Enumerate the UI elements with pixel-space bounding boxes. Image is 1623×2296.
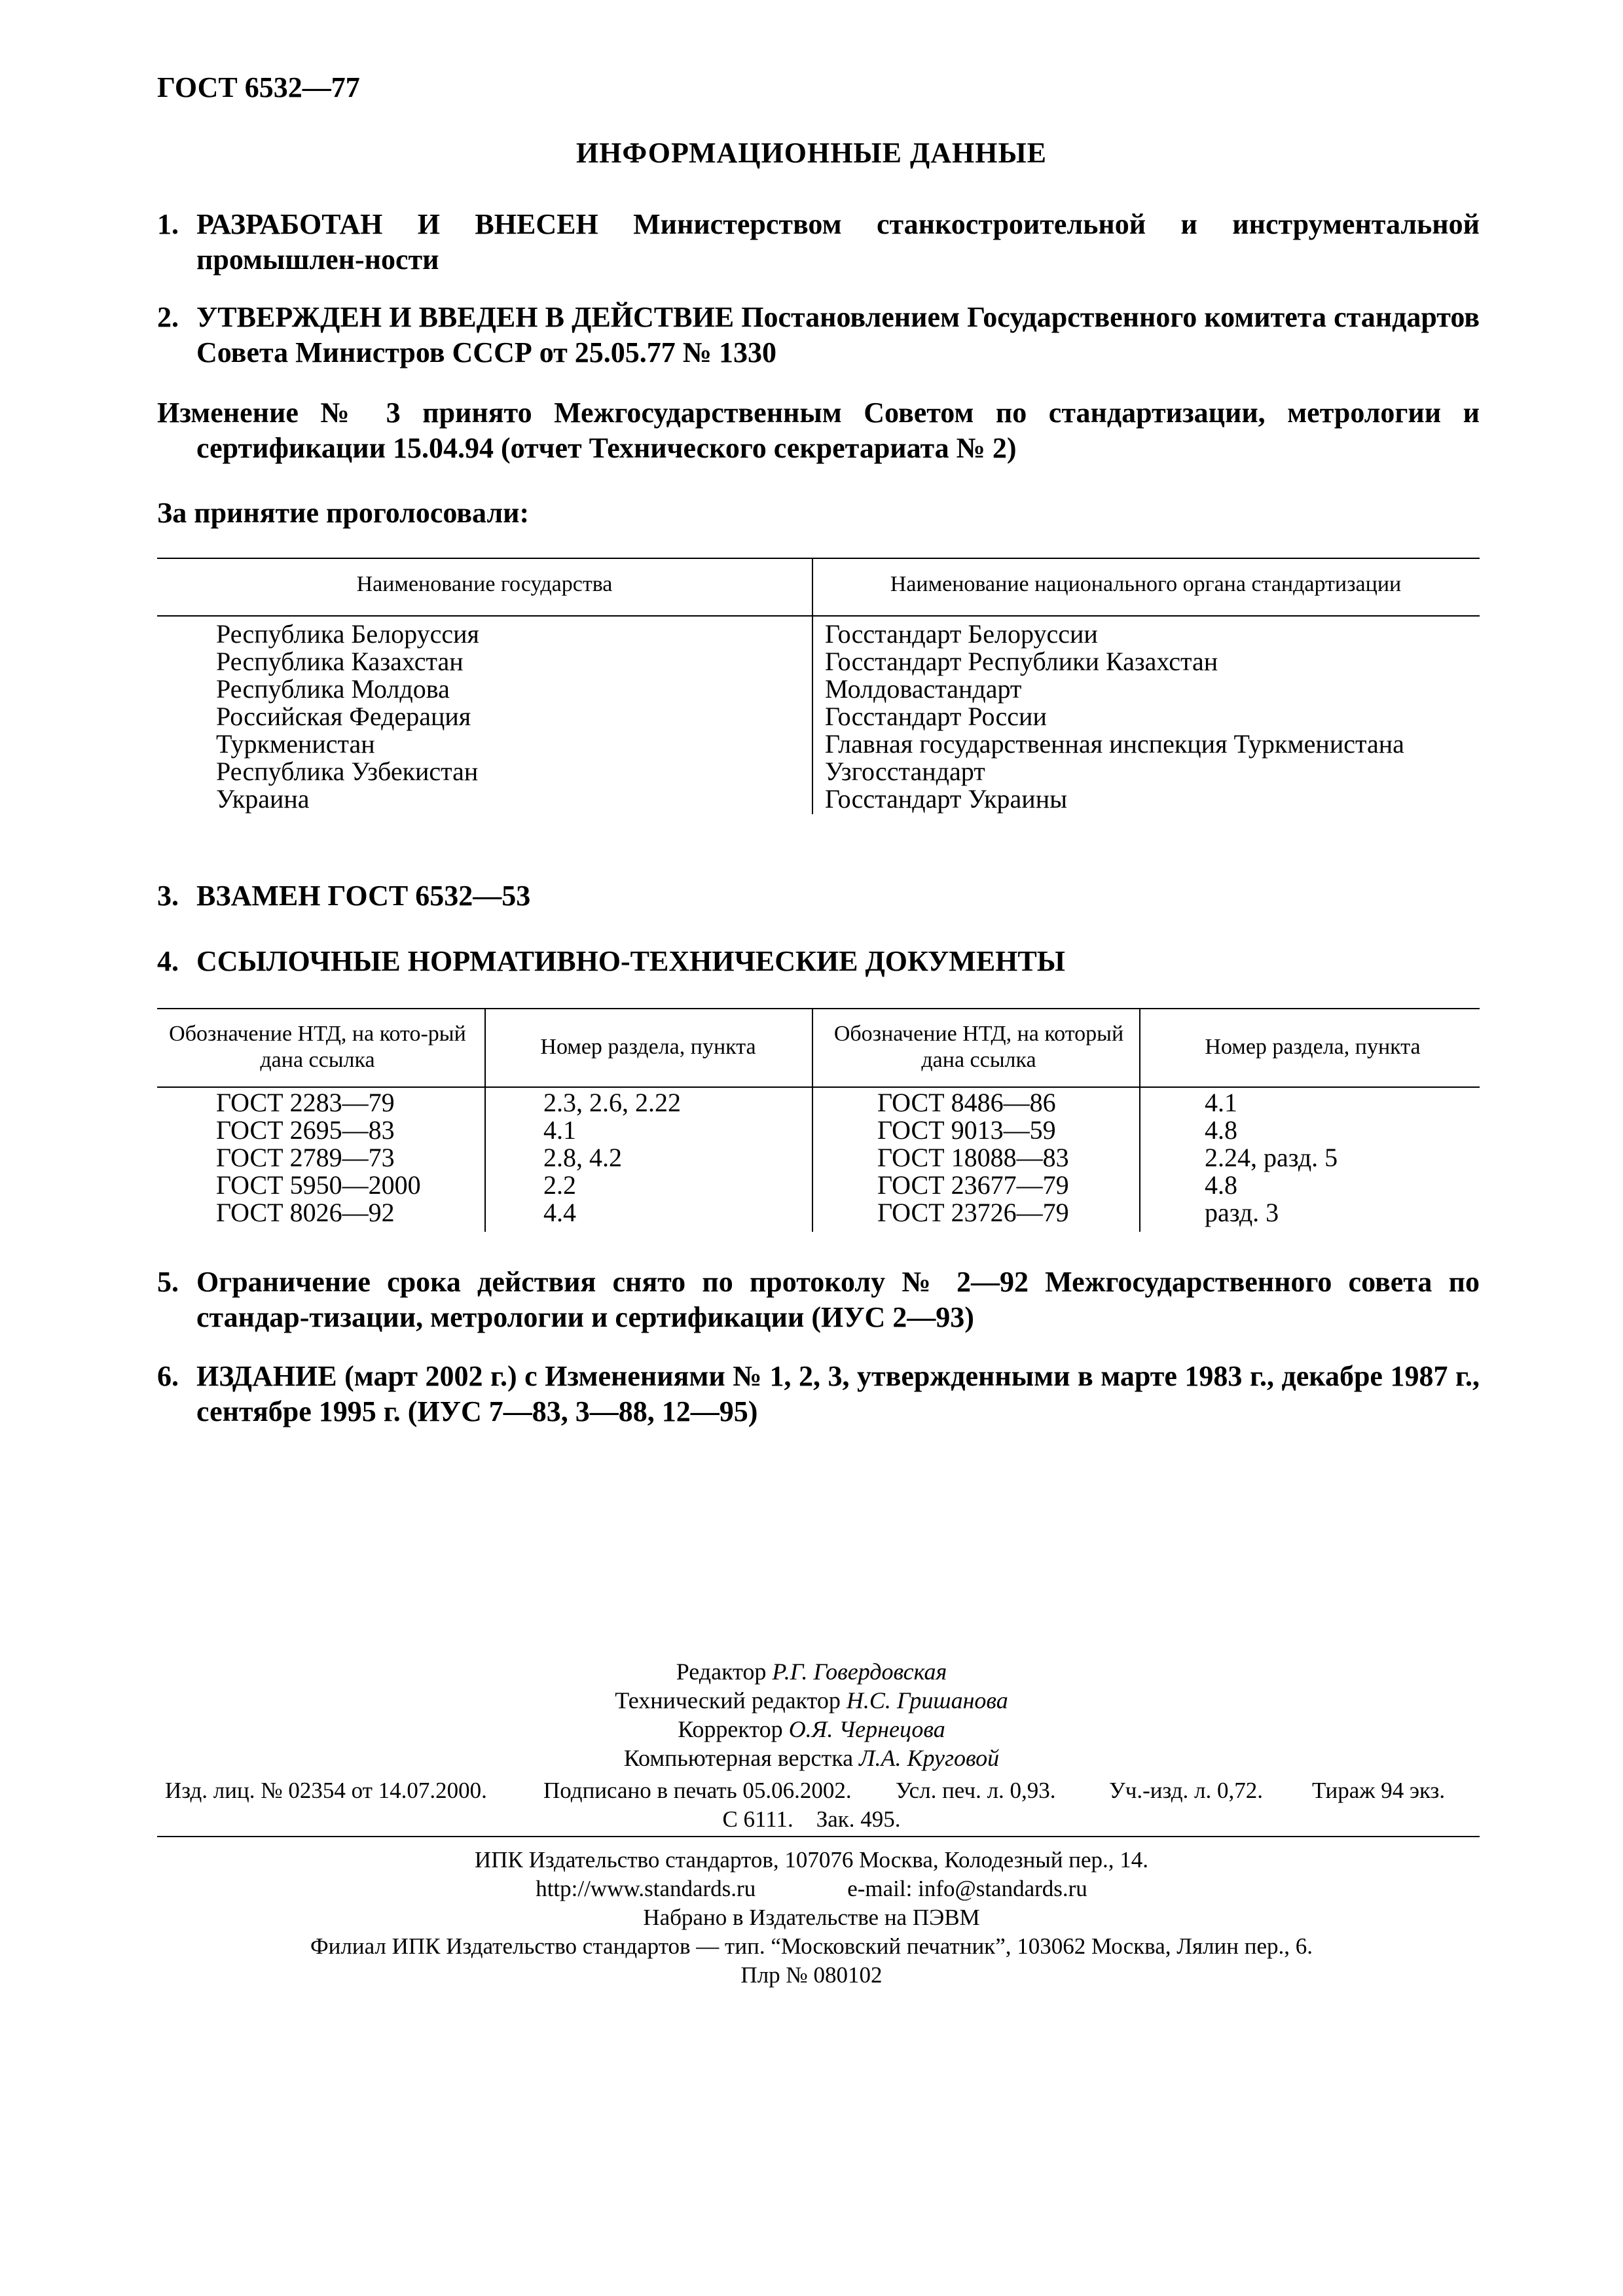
item-text: УТВЕРЖДЕН И ВВЕДЕН В ДЕЙСТВИЕ Постановлением Государственного комитета стандартов Совета Министров СССР от 25.05.77 № 1330 — [196, 301, 1480, 368]
ref-doc: ГОСТ 23677—79 — [877, 1170, 1069, 1200]
item-number: 2. — [157, 301, 179, 333]
ref-doc: ГОСТ 8026—92 — [216, 1198, 395, 1227]
change-note: Изменение № 3 принято Межгосударственным Советом по стандартизации, метрологии и сертификации 15.04.94 (отчет Технического секретариата № 2) — [157, 397, 1480, 464]
item-text: Ограничение срока действия снято по протоколу № 2—92 Межгосударственного совета по стандар-тизации, метрологии и сертификации (ИУС 2—93) — [196, 1266, 1480, 1333]
voted-heading: За принятие проголосовали: — [157, 497, 530, 529]
publisher-address: ИПК Издательство стандартов, 107076 Москва, Колодезный пер., 14. — [474, 1847, 1149, 1873]
imprint-license: Изд. лиц. № 02354 от 14.07.2000. — [165, 1778, 487, 1803]
credits-block — [0, 1657, 1623, 1772]
item-number: 3. — [157, 880, 179, 912]
item-6 — [157, 1359, 1480, 1429]
state-name: Республика Казахстан — [216, 647, 464, 676]
state-body: Узгосстандарт — [825, 757, 985, 786]
ref-section: 2.2 — [543, 1170, 576, 1200]
imprint-order: С 6111. Зак. 495. — [722, 1806, 901, 1832]
ref-doc: ГОСТ 9013—59 — [877, 1115, 1056, 1145]
table-top-rule — [157, 1008, 1480, 1009]
item-4 — [157, 944, 1480, 979]
state-body: Госстандарт Украины — [825, 784, 1067, 814]
item-text: РАЗРАБОТАН И ВНЕСЕН Министерством станкостроительной и инструментальной промышлен-ности — [196, 208, 1480, 276]
credit-label: Компьютерная верстка — [623, 1745, 854, 1771]
footer-rule — [157, 1836, 1480, 1837]
publisher-footer — [0, 1846, 1623, 1990]
ref-doc: ГОСТ 5950—2000 — [216, 1170, 421, 1200]
state-body: Госстандарт России — [825, 702, 1047, 731]
table-top-rule — [157, 558, 1480, 559]
imprint-signed: Подписано в печать 05.06.2002. — [543, 1778, 852, 1803]
state-name: Российская Федерация — [216, 702, 471, 731]
table-header: Обозначение НТД, на который дана ссылка — [833, 1022, 1124, 1072]
ref-doc: ГОСТ 2283—79 — [216, 1088, 395, 1117]
credit-name: Л.А. Круговой — [859, 1745, 1000, 1771]
typeset-note: Набрано в Издательстве на ПЭВМ — [643, 1905, 980, 1930]
publisher-contacts — [0, 1874, 1623, 1903]
ref-section: 4.8 — [1205, 1115, 1237, 1145]
imprint-print-sheets: Усл. печ. л. 0,93. — [896, 1778, 1056, 1803]
ref-doc: ГОСТ 2789—73 — [216, 1143, 395, 1172]
credit-label: Технический редактор — [615, 1687, 841, 1713]
table-divider — [1139, 1008, 1140, 1232]
item-3 — [157, 878, 1480, 914]
state-name: Украина — [216, 784, 310, 814]
ref-section: разд. 3 — [1205, 1198, 1279, 1227]
table-header: Номер раздела, пункта — [1205, 1035, 1421, 1059]
ref-section: 2.3, 2.6, 2.22 — [543, 1088, 681, 1117]
branch-address: Филиал ИПК Издательство стандартов — тип. “Московский печатник”, 103062 Москва, Лялин пер., 6. — [310, 1933, 1313, 1959]
credit-layout — [0, 1744, 1623, 1772]
item-number: 5. — [157, 1266, 179, 1298]
table-header: Наименование национального органа стандартизации — [890, 572, 1402, 596]
imprint-pub-sheets: Уч.-изд. л. 0,72. — [1109, 1778, 1263, 1803]
ref-doc: ГОСТ 23726—79 — [877, 1198, 1069, 1227]
imprint-run: Тираж 94 экз. — [1312, 1778, 1446, 1803]
credit-name: Р.Г. Говердовская — [772, 1659, 947, 1685]
state-name: Республика Узбекистан — [216, 757, 479, 786]
table-divider — [812, 1008, 813, 1232]
document-code: ГОСТ 6532—77 — [157, 71, 360, 103]
item-2 — [157, 300, 1480, 370]
ref-section: 4.1 — [1205, 1088, 1237, 1117]
credit-label: Редактор — [676, 1659, 767, 1685]
item-1 — [157, 207, 1480, 278]
ref-section: 2.8, 4.2 — [543, 1143, 622, 1172]
item-number: 1. — [157, 208, 179, 240]
ref-section: 4.1 — [543, 1115, 576, 1145]
page-title: ИНФОРМАЦИОННЫЕ ДАННЫЕ — [575, 137, 1048, 169]
state-body: Госстандарт Белоруссии — [825, 619, 1098, 649]
state-name: Туркменистан — [216, 729, 375, 759]
ref-doc: ГОСТ 18088—83 — [877, 1143, 1069, 1172]
table-header-rule — [157, 615, 1480, 617]
ref-section: 4.8 — [1205, 1170, 1237, 1200]
item-number: 4. — [157, 945, 179, 977]
state-body: Главная государственная инспекция Туркменистана — [825, 729, 1404, 759]
item-text: ИЗДАНИЕ (март 2002 г.) с Изменениями № 1, 2, 3, утвержденными в марте 1983 г., декабре 1987 г., сентябре 1995 г. (ИУС 7—83, 3—88, 12—95) — [196, 1360, 1480, 1427]
item-text: ССЫЛОЧНЫЕ НОРМАТИВНО-ТЕХНИЧЕСКИЕ ДОКУМЕНТЫ — [196, 945, 1065, 977]
table-header: Наименование государства — [356, 572, 613, 596]
state-name: Республика Белоруссия — [216, 619, 479, 649]
table-header: Обозначение НТД, на кото-рый дана ссылка — [169, 1022, 466, 1072]
publisher-url: http://www.standards.ru — [536, 1876, 756, 1901]
state-name: Республика Молдова — [216, 674, 450, 704]
ref-section: 4.4 — [543, 1198, 576, 1227]
credit-editor — [0, 1657, 1623, 1686]
credit-name: Н.С. Гришанова — [846, 1687, 1008, 1713]
credit-label: Корректор — [678, 1716, 783, 1742]
state-body: Молдовастандарт — [825, 674, 1022, 704]
item-5 — [157, 1265, 1480, 1335]
state-body: Госстандарт Республики Казахстан — [825, 647, 1218, 676]
credit-corrector — [0, 1715, 1623, 1744]
credit-tech-editor — [0, 1686, 1623, 1715]
table-header: Номер раздела, пункта — [540, 1035, 756, 1059]
table-divider — [812, 558, 813, 814]
ref-section: 2.24, разд. 5 — [1205, 1143, 1338, 1172]
plr-number: Плр № 080102 — [740, 1962, 883, 1988]
ref-doc: ГОСТ 2695—83 — [216, 1115, 395, 1145]
item-text: ВЗАМЕН ГОСТ 6532—53 — [196, 880, 531, 912]
table-divider — [484, 1008, 486, 1232]
publisher-email: e-mail: info@standards.ru — [847, 1876, 1087, 1901]
ref-doc: ГОСТ 8486—86 — [877, 1088, 1056, 1117]
credit-name: О.Я. Чернецова — [788, 1716, 945, 1742]
item-number: 6. — [157, 1360, 179, 1392]
